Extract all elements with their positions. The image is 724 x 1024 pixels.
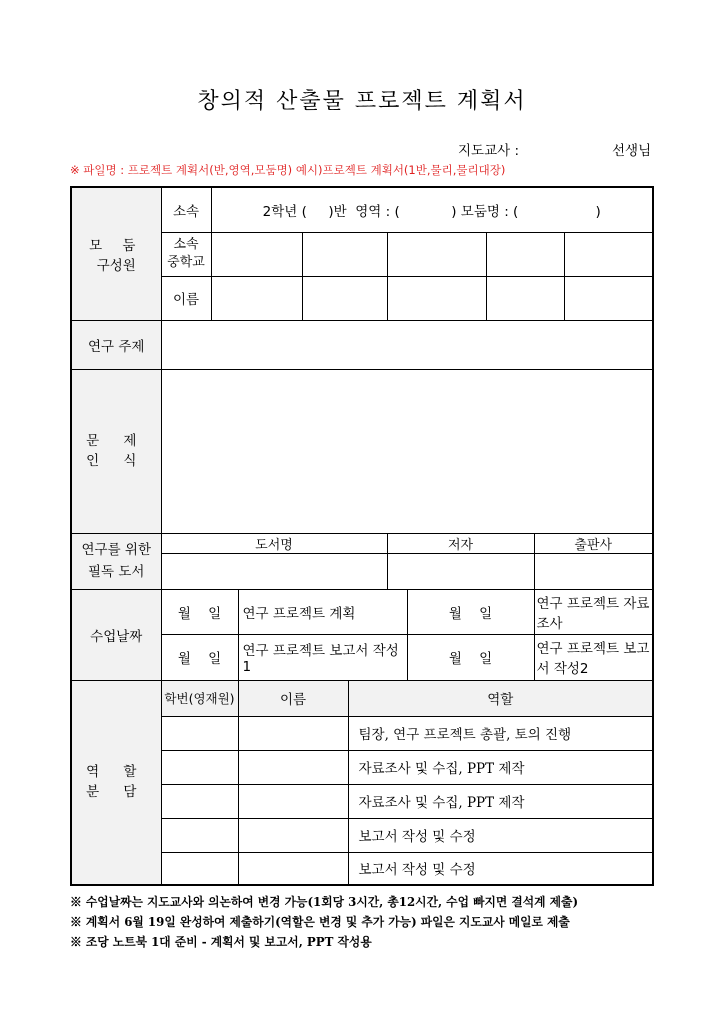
- problem-label-line1: 문 제: [86, 433, 147, 449]
- problem-label-line2: 인 식: [86, 453, 147, 469]
- roles-label-line2: 분 담: [86, 784, 147, 801]
- student-id-cell[interactable]: [161, 818, 238, 852]
- footer-note: ※ 계획서 6월 19일 완성하여 제출하기(역할은 변경 및 추가 가능) 파일은 지도교사 메일로 제출: [70, 915, 570, 929]
- topic-label: 연구 주제: [71, 320, 161, 369]
- role-name-cell[interactable]: [238, 818, 348, 852]
- book-publisher-cell[interactable]: [534, 553, 653, 589]
- school-cell[interactable]: [387, 232, 486, 276]
- book-title-cell[interactable]: [161, 553, 387, 589]
- affiliation-value[interactable]: 2학년 ( )반 영역 : ( ) 모둠명 : ( ): [211, 187, 653, 232]
- role-name-cell[interactable]: [238, 784, 348, 818]
- school-cell[interactable]: [302, 232, 387, 276]
- school-cell[interactable]: [564, 232, 653, 276]
- schedule-label: 수업날짜: [71, 589, 161, 680]
- schedule-item-4: 연구 프로젝트 보고서 작성2: [534, 634, 653, 680]
- role-name-header: 이름: [238, 680, 348, 716]
- teacher-label: 지도교사 :: [458, 143, 520, 159]
- teacher-suffix: 선생님: [612, 143, 652, 159]
- role-cell: 자료조사 및 수집, PPT 제작: [348, 750, 653, 784]
- problem-field[interactable]: [161, 369, 653, 533]
- name-label: 이름: [161, 276, 211, 320]
- school-label-line1: 소속: [173, 237, 199, 252]
- schedule-date-4[interactable]: 월 일: [407, 634, 534, 680]
- books-label: [71, 533, 161, 589]
- role-name-cell[interactable]: [238, 852, 348, 885]
- role-name-cell[interactable]: [238, 716, 348, 750]
- role-name-cell[interactable]: [238, 750, 348, 784]
- member-name-cell[interactable]: [302, 276, 387, 320]
- role-cell: 자료조사 및 수집, PPT 제작: [348, 784, 653, 818]
- footer-note: ※ 조당 노트북 1대 준비 - 계획서 및 보고서, PPT 작성용: [70, 935, 372, 949]
- topic-field[interactable]: [161, 320, 653, 369]
- student-id-cell[interactable]: [161, 852, 238, 885]
- schedule-date-3[interactable]: 월 일: [161, 634, 238, 680]
- schedule-date-2[interactable]: 월 일: [407, 589, 534, 634]
- roles-label: [71, 680, 161, 885]
- plan-table: [70, 186, 654, 886]
- school-label-line2: 중학교: [167, 255, 205, 270]
- member-name-cell[interactable]: [211, 276, 302, 320]
- student-id-cell[interactable]: [161, 784, 238, 818]
- school-label: [161, 232, 211, 276]
- book-publisher-header: 출판사: [534, 533, 653, 553]
- group-label: [71, 187, 161, 320]
- books-label-line2: 필독 도서: [88, 564, 145, 580]
- group-label-line1: 모 둠: [89, 237, 144, 254]
- schedule-item-1: 연구 프로젝트 계획: [238, 589, 407, 634]
- role-cell: 보고서 작성 및 수정: [348, 852, 653, 885]
- file-name-notice: ※ 파일명 : 프로젝트 계획서(반,영역,모둠명) 예시)프로젝트 계획서(1반,물리,물리대장): [70, 163, 506, 177]
- schedule-date-1[interactable]: 월 일: [161, 589, 238, 634]
- book-author-header: 저자: [387, 533, 534, 553]
- school-cell[interactable]: [211, 232, 302, 276]
- student-id-cell[interactable]: [161, 716, 238, 750]
- footer-note: ※ 수업날짜는 지도교사와 의논하여 변경 가능(1회당 3시간, 총12시간, 수업 빠지면 결석계 제출): [70, 895, 579, 909]
- book-title-header: 도서명: [161, 533, 387, 553]
- student-id-cell[interactable]: [161, 750, 238, 784]
- roles-label-line1: 역 할: [86, 764, 147, 781]
- books-label-line1: 연구를 위한: [81, 542, 151, 558]
- page-title: 창의적 산출물 프로젝트 계획서: [197, 89, 527, 114]
- book-author-cell[interactable]: [387, 553, 534, 589]
- schedule-item-2: 연구 프로젝트 자료 조사: [534, 589, 653, 634]
- group-label-line2: 구성원: [96, 257, 136, 274]
- student-id-header: 학번(영재원): [161, 680, 238, 716]
- problem-label: [71, 369, 161, 533]
- role-cell: 팀장, 연구 프로젝트 총괄, 토의 진행: [348, 716, 653, 750]
- role-cell: 보고서 작성 및 수정: [348, 818, 653, 852]
- member-name-cell[interactable]: [387, 276, 486, 320]
- affiliation-label: 소속: [161, 187, 211, 232]
- member-name-cell[interactable]: [486, 276, 564, 320]
- member-name-cell[interactable]: [564, 276, 653, 320]
- schedule-item-3: 연구 프로젝트 보고서 작성1: [238, 634, 407, 680]
- school-cell[interactable]: [486, 232, 564, 276]
- role-header: 역할: [348, 680, 653, 716]
